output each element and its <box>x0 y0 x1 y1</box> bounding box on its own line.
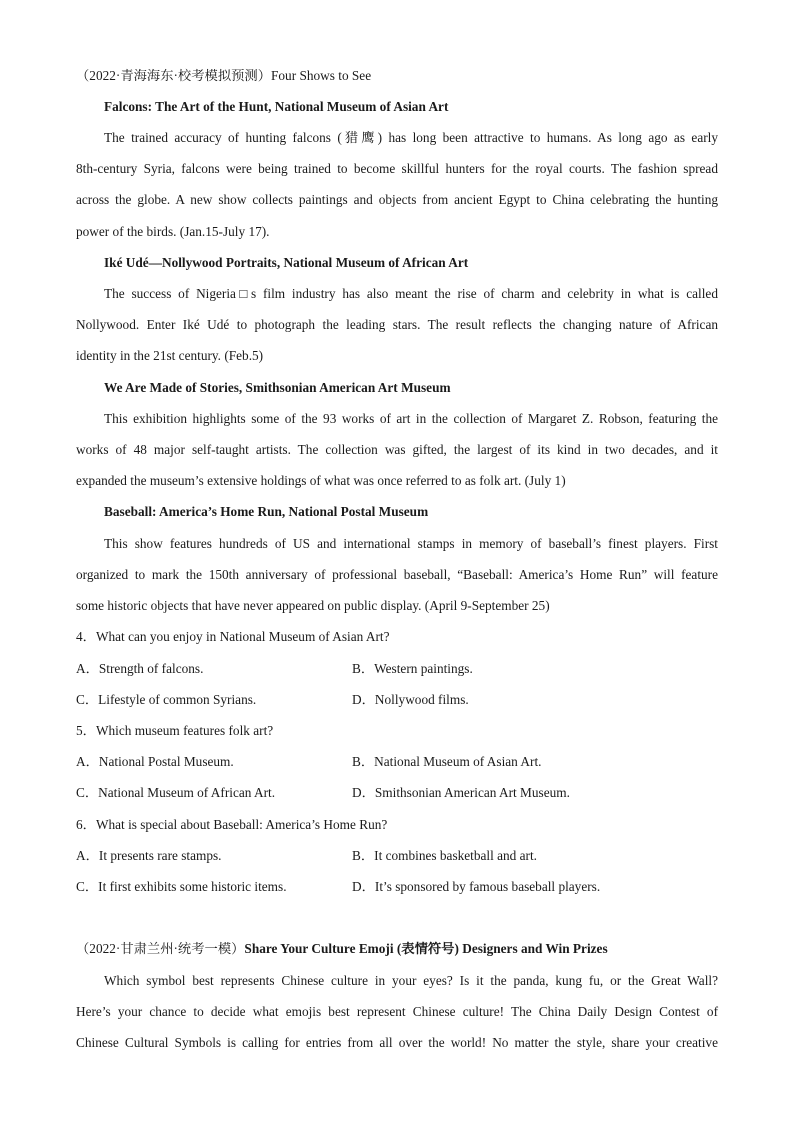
paragraph-line: works of 48 major self-taught artists. The collection was gifted, the largest of its kind in two decades, and it <box>76 442 718 457</box>
passage-heading <box>76 941 718 957</box>
paragraph-line: The trained accuracy of hunting falcons (猎鹰) has long been attractive to humans. As long ago as early <box>104 130 718 145</box>
answer-option[interactable]: D．Nollywood films. <box>352 692 469 707</box>
passage-source: （2022·甘肃兰州·统考一模） <box>76 941 245 956</box>
answer-option[interactable]: A．It presents rare stamps. <box>76 848 222 863</box>
question-stem: 4．What can you enjoy in National Museum of Asian Art? <box>76 629 390 644</box>
answer-option[interactable]: C．Lifestyle of common Syrians. <box>76 692 257 707</box>
paragraph-line: Which symbol best represents Chinese culture in your eyes? Is it the panda, kung fu, or the Great Wall? <box>104 973 718 988</box>
paragraph-line: The success of Nigeria□s film industry has also meant the rise of charm and celebrity in what is called <box>104 286 718 301</box>
paragraph-line: Chinese Cultural Symbols is calling for entries from all over the world! No matter the style, share your creative <box>76 1035 718 1050</box>
answer-option[interactable]: D．Smithsonian American Art Museum. <box>352 785 570 800</box>
answer-option[interactable]: D．It’s sponsored by famous baseball players. <box>352 879 601 894</box>
paragraph-line: 8th-century Syria, falcons were being trained to become skillful hunters for the royal courts. The fashion spread <box>76 161 718 176</box>
answer-option[interactable]: A．Strength of falcons. <box>76 661 204 676</box>
paragraph-line: identity in the 21st century. (Feb.5) <box>76 348 264 363</box>
paragraph-line: some historic objects that have never appeared on public display. (April 9-September 25) <box>76 598 550 613</box>
section-title: Baseball: America’s Home Run, National Postal Museum <box>104 504 429 519</box>
section-title: Iké Udé—Nollywood Portraits, National Museum of African Art <box>104 255 469 270</box>
paragraph-line: This exhibition highlights some of the 93 works of art in the collection of Margaret Z. Robson, featuring the <box>104 411 718 426</box>
section-title: Falcons: The Art of the Hunt, National Museum of Asian Art <box>104 99 449 114</box>
answer-option[interactable]: B．Western paintings. <box>352 661 473 676</box>
answer-option[interactable]: B．It combines basketball and art. <box>352 848 538 863</box>
section-title: We Are Made of Stories, Smithsonian American Art Museum <box>104 380 451 395</box>
paragraph-line: expanded the museum’s extensive holdings of what was once referred to as folk art. (July 1) <box>76 473 566 488</box>
paragraph-line: organized to mark the 150th anniversary of professional baseball, “Baseball: America’s Home Run” will feature <box>76 567 718 582</box>
question-stem: 5．Which museum features folk art? <box>76 723 274 738</box>
question-stem: 6．What is special about Baseball: America’s Home Run? <box>76 817 388 832</box>
passage-heading: （2022·青海海东·校考模拟预测）Four Shows to See <box>76 68 372 83</box>
answer-option[interactable]: B．National Museum of Asian Art. <box>352 754 542 769</box>
paragraph-line: Here’s your chance to decide what emojis best represent Chinese culture! The China Daily Design Contest of <box>76 1004 718 1019</box>
paragraph-line: This show features hundreds of US and international stamps in memory of baseball’s finest players. First <box>104 536 718 551</box>
answer-option[interactable]: C．It first exhibits some historic items. <box>76 879 287 894</box>
answer-option[interactable]: C．National Museum of African Art. <box>76 785 276 800</box>
answer-option[interactable]: A．National Postal Museum. <box>76 754 234 769</box>
paragraph-line: across the globe. A new show collects paintings and objects from ancient Egypt to China celebrating the hunting <box>76 192 718 207</box>
paragraph-line: Nollywood. Enter Iké Udé to photograph the leading stars. The result reflects the changing nature of African <box>76 317 718 332</box>
passage-title: Share Your Culture Emoji (表情符号) Designers and Win Prizes <box>244 941 608 956</box>
paragraph-line: power of the birds. (Jan.15-July 17). <box>76 224 270 239</box>
